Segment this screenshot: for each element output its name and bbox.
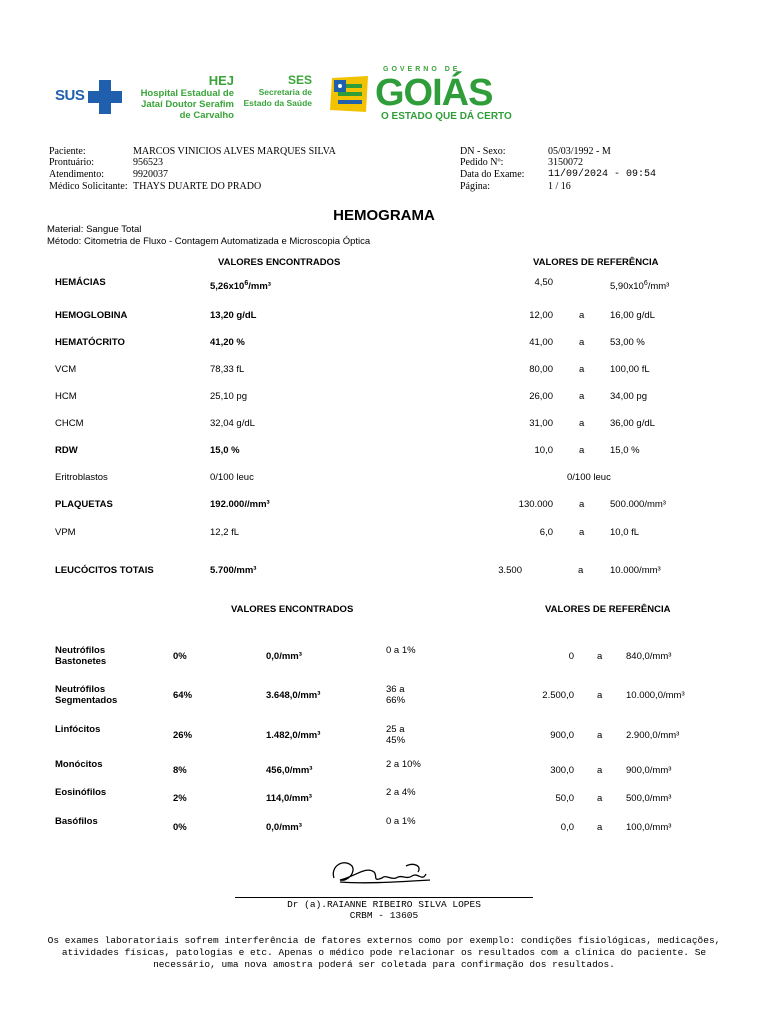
hematocrito-name: HEMATÓCRITO <box>55 337 125 348</box>
pagina-value: 1 / 16 <box>548 181 571 192</box>
material-text: Material: Sangue Total <box>47 224 142 235</box>
eritro-name: Eritroblastos <box>55 472 108 483</box>
signature-line <box>235 897 533 898</box>
chcm-name: CHCM <box>55 418 84 429</box>
hej-acronym: HEJ <box>208 73 234 88</box>
chcm-ref-high: 36,00 g/dL <box>610 418 655 429</box>
leuco-value: 5.700/mm³ <box>210 565 257 576</box>
plaquetas-name: PLAQUETAS <box>55 499 113 510</box>
plaquetas-ref-a: a <box>579 499 585 510</box>
dn-label: DN - Sexo: <box>460 146 506 157</box>
hcm-ref-low: 26,00 <box>529 391 553 402</box>
hematocrito-ref-low: 41,00 <box>529 337 553 348</box>
rdw-ref-a: a <box>579 445 585 456</box>
diff-ref-low: 2.500,0 <box>542 690 574 701</box>
diff-name: Basófilos <box>55 816 98 827</box>
data-exame-value: 11/09/2024 - 09:54 <box>548 169 657 180</box>
hematocrito-ref-high: 53,00 % <box>610 337 645 348</box>
metodo-text: Método: Citometria de Fluxo - Contagem Automatizada e Microscopia Óptica <box>47 236 371 247</box>
diff-abs: 114,0/mm³ <box>266 793 312 804</box>
diff-ref-low: 300,0 <box>550 765 574 776</box>
diff-ref-high: 2.900,0/mm³ <box>626 730 680 741</box>
dn-value: 05/03/1992 - M <box>548 146 611 157</box>
hematocrito-value: 41,20 % <box>210 337 245 348</box>
diff-abs: 3.648,0/mm³ <box>266 690 321 701</box>
hematocrito-ref-a: a <box>579 337 585 348</box>
vpm-ref-high: 10,0 fL <box>610 527 640 538</box>
col-found-header: VALORES ENCONTRADOS <box>218 257 341 268</box>
diff-ref-a: a <box>597 822 603 833</box>
signature-crbm: CRBM - 13605 <box>349 910 419 921</box>
paciente-label: Paciente: <box>49 146 86 157</box>
hemoglobina-name: HEMOGLOBINA <box>55 310 128 321</box>
diff-name: Neutrófilos Segmentados <box>55 684 118 706</box>
hemoglobina-ref-high: 16,00 g/dL <box>610 310 655 321</box>
exam-title: HEMOGRAMA <box>333 207 435 224</box>
hemoglobina-value: 13,20 g/dL <box>210 310 257 321</box>
hej-logo <box>130 74 234 121</box>
leuco-ref-high: 10.000/mm³ <box>610 565 661 576</box>
rdw-ref-high: 15,0 % <box>610 445 640 456</box>
plaquetas-ref-low: 130.000 <box>518 499 553 510</box>
leuco-ref-a: a <box>578 565 584 576</box>
diff-ref-a: a <box>597 651 603 662</box>
vpm-ref-low: 6,0 <box>539 527 553 538</box>
gov-slogan: O ESTADO QUE DÁ CERTO <box>381 111 512 122</box>
ses-name: Secretaria de Estado da Saúde <box>243 87 312 108</box>
hej-name: Hospital Estadual de Jataí Doutor Serafim de Carvalho <box>140 88 234 121</box>
sus-logo-text: SUS <box>55 87 85 104</box>
rdw-ref-low: 10,0 <box>534 445 553 456</box>
sus-cross-icon <box>88 80 122 114</box>
eritro-ref: 0/100 leuc <box>567 472 611 483</box>
diff-ref-low: 50,0 <box>555 793 574 804</box>
diff-rel-ref: 0 a 1% <box>386 816 416 827</box>
diff-ref-low: 0,0 <box>560 822 574 833</box>
hemoglobina-ref-a: a <box>579 310 585 321</box>
hcm-name: HCM <box>55 391 77 402</box>
diff-ref-high: 10.000,0/mm³ <box>626 690 685 701</box>
diff-ref-a: a <box>597 690 603 701</box>
rdw-name: RDW <box>55 445 78 456</box>
eritro-value: 0/100 leuc <box>210 472 254 483</box>
atendimento-value: 9920037 <box>133 169 168 180</box>
pedido-value: 3150072 <box>548 157 583 168</box>
goias-flag-icon <box>328 72 372 116</box>
prontuario-value: 956523 <box>133 157 163 168</box>
diff-pct: 26% <box>173 730 193 741</box>
diff-name: Monócitos <box>55 759 103 770</box>
pagina-label: Página: <box>460 181 490 192</box>
diff-rel-ref: 36 a 66% <box>386 684 406 706</box>
vcm-name: VCM <box>55 364 77 375</box>
diff-abs: 0,0/mm³ <box>266 651 302 662</box>
diff-pct: 8% <box>173 765 187 776</box>
diff-pct: 0% <box>173 822 187 833</box>
signature-image <box>326 852 436 892</box>
diff-ref-high: 500,0/mm³ <box>626 793 672 804</box>
chcm-ref-a: a <box>579 418 585 429</box>
diff-rel-ref: 25 a 45% <box>386 724 406 746</box>
vpm-value: 12,2 fL <box>210 527 240 538</box>
diff-pct: 0% <box>173 651 187 662</box>
vcm-ref-low: 80,00 <box>529 364 553 375</box>
hcm-value: 25,10 pg <box>210 391 247 402</box>
diff-abs: 0,0/mm³ <box>266 822 302 833</box>
diff-ref-a: a <box>597 765 603 776</box>
leuco-name: LEUCÓCITOS TOTAIS <box>55 565 154 576</box>
hcm-ref-high: 34,00 pg <box>610 391 647 402</box>
hemacias-name: HEMÁCIAS <box>55 277 106 288</box>
plaquetas-value: 192.000//mm³ <box>210 499 270 510</box>
footer-disclaimer: Os exames laboratoriais sofrem interferência de fatores externos como por exemplo: condições fisiológicas, medicações, atividades físicas, patologias e etc. Apenas o médico pode relacionar os resultados com a clínica do paciente. Se necessário, uma nova amostra poderá ser coletada para confirmação dos resultados. <box>47 935 721 970</box>
chcm-value: 32,04 g/dL <box>210 418 255 429</box>
hcm-ref-a: a <box>579 391 585 402</box>
gov-top-text: GOVERNO DE <box>383 66 461 73</box>
gov-name-text: GOIÁS <box>375 72 493 114</box>
diff-name: Linfócitos <box>55 724 101 735</box>
diff-ref-header: VALORES DE REFERÊNCIA <box>545 604 671 615</box>
atendimento-label: Atendimento: <box>49 169 104 180</box>
diff-ref-a: a <box>597 730 603 741</box>
medico-label: Médico Solicitante: <box>49 181 128 192</box>
vpm-name: VPM <box>55 527 76 538</box>
diff-pct: 2% <box>173 793 187 804</box>
diff-abs: 1.482,0/mm³ <box>266 730 321 741</box>
diff-rel-ref: 2 a 10% <box>386 759 421 770</box>
diff-pct: 64% <box>173 690 193 701</box>
diff-ref-low: 0 <box>568 651 574 662</box>
hemacias-value: $5,26x10^6$/mm³ <box>210 280 271 293</box>
plaquetas-ref-high: 500.000/mm³ <box>610 499 666 510</box>
ses-logo <box>240 74 312 108</box>
vcm-ref-high: 100,00 fL <box>610 364 650 375</box>
hemacias-ref-high: $5,90x10^6$/mm³ <box>610 280 670 293</box>
diff-ref-low: 900,0 <box>550 730 574 741</box>
prontuario-label: Prontuário: <box>49 157 94 168</box>
chcm-ref-low: 31,00 <box>529 418 553 429</box>
pedido-label: Pedido Nº: <box>460 157 504 168</box>
col-ref-header: VALORES DE REFERÊNCIA <box>533 257 659 268</box>
paciente-value: MARCOS VINICIOS ALVES MARQUES SILVA <box>133 146 336 157</box>
diff-ref-a: a <box>597 793 603 804</box>
diff-found-header: VALORES ENCONTRADOS <box>231 604 354 615</box>
vcm-ref-a: a <box>579 364 585 375</box>
diff-abs: 456,0/mm³ <box>266 765 313 776</box>
hemacias-ref-low: 4,50 <box>534 277 553 288</box>
ses-acronym: SES <box>287 73 312 87</box>
hemoglobina-ref-low: 12,00 <box>529 310 553 321</box>
diff-ref-high: 840,0/mm³ <box>626 651 672 662</box>
diff-rel-ref: 2 a 4% <box>386 787 416 798</box>
diff-name: Eosinófilos <box>55 787 107 798</box>
diff-ref-high: 900,0/mm³ <box>626 765 672 776</box>
diff-name: Neutrófilos Bastonetes <box>55 645 107 667</box>
rdw-value: 15,0 % <box>210 445 240 456</box>
vcm-value: 78,33 fL <box>210 364 245 375</box>
diff-rel-ref: 0 a 1% <box>386 645 416 656</box>
diff-ref-high: 100,0/mm³ <box>626 822 672 833</box>
medico-value: THAYS DUARTE DO PRADO <box>133 181 262 192</box>
vpm-ref-a: a <box>579 527 585 538</box>
signature-name: Dr (a).RAIANNE RIBEIRO SILVA LOPES <box>287 899 481 910</box>
leuco-ref-low: 3.500 <box>498 565 522 576</box>
data-exame-label: Data do Exame: <box>460 169 525 180</box>
